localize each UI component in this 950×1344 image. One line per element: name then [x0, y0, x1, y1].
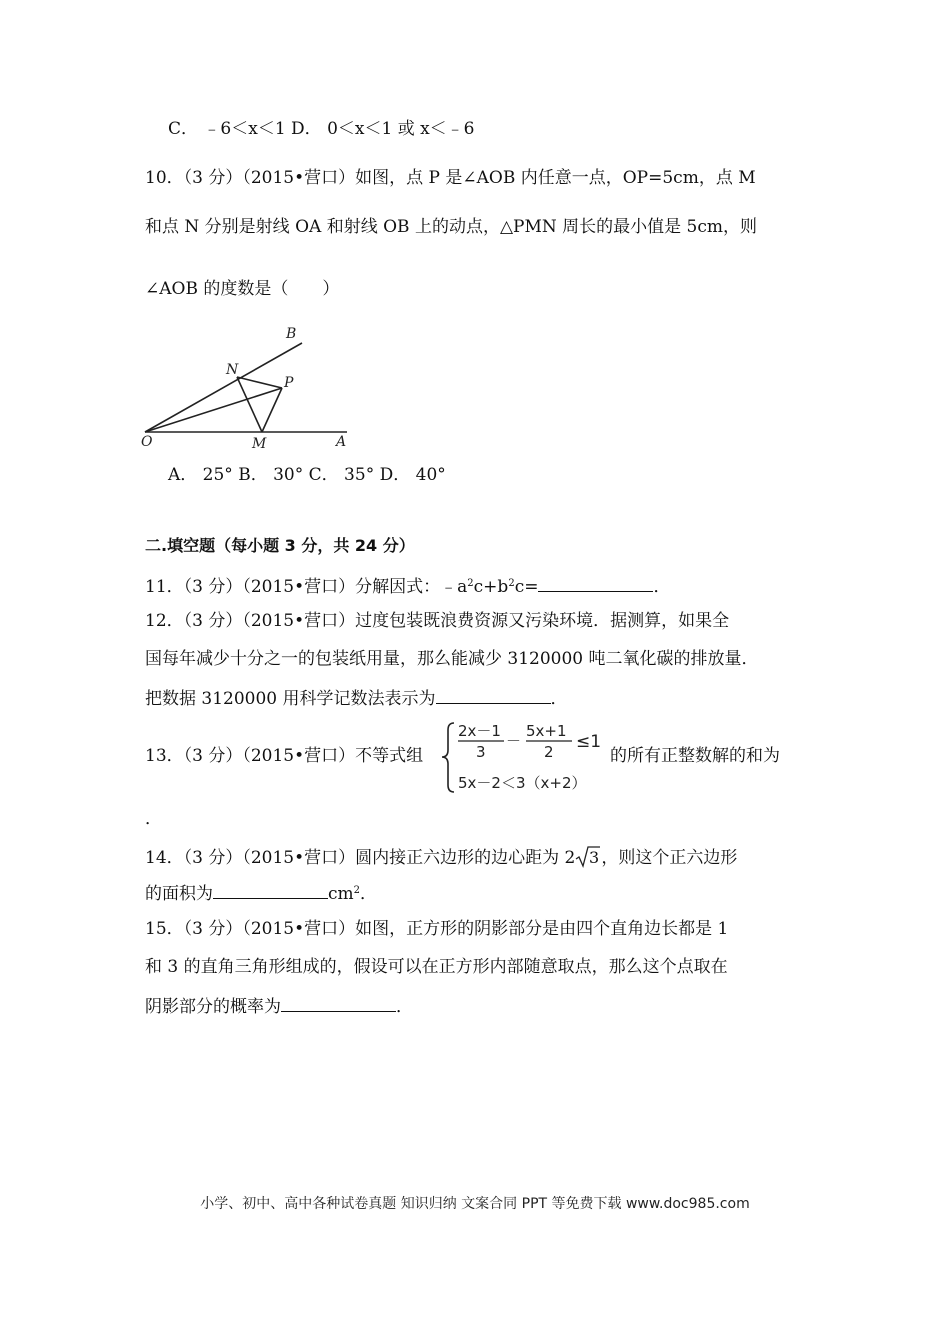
q12-answer-blank[interactable]: [436, 689, 551, 704]
q12-line3: 把数据 3120000 用科学记数法表示为: [145, 689, 436, 709]
label-p: P: [284, 375, 294, 391]
ineq1-rel: ≤1: [576, 732, 602, 752]
segment-pn: [237, 377, 282, 388]
q13-prefix: 13．（3 分）（2015•营口）不等式组: [145, 746, 424, 766]
ineq1-num1: 2x－1: [458, 722, 501, 740]
segment-nm: [237, 377, 262, 432]
q14-line2: [145, 884, 377, 903]
q14-end: ．: [360, 884, 378, 904]
segment-pm: [262, 388, 282, 432]
q15-line1: 15．（3 分）（2015•营口）如图，正方形的阴影部分是由四个直角边长都是 1: [145, 919, 729, 939]
q13-inequality-system: [440, 720, 610, 795]
q11-prefix: 11．（3 分）（2015•营口）分解因式：﹣a: [145, 577, 468, 597]
q11: [145, 577, 670, 596]
q14-prefix: 14．（3 分）（2015•营口）圆内接正六边形的边心距为 2: [145, 848, 576, 868]
q14-unit: cm: [328, 884, 354, 904]
label-n: N: [226, 362, 239, 378]
q10-figure: [140, 320, 360, 455]
q11-mid2: c=: [514, 577, 539, 597]
label-m: M: [252, 436, 267, 452]
q15-line3-wrap: [145, 997, 413, 1016]
q13-suffix: 的所有正整数解的和为: [610, 746, 780, 766]
page-footer: 小学、初中、高中各种试卷真题 知识归纳 文案合同 PPT 等免费下载 www.doc985.com: [200, 1196, 750, 1212]
label-o: O: [141, 434, 153, 450]
segment-op: [145, 388, 282, 432]
q14-answer-blank[interactable]: [213, 884, 328, 899]
ineq1-num2: 5x+1: [526, 722, 567, 740]
left-brace: [442, 723, 454, 792]
q12-end: ．: [550, 689, 568, 709]
q11-end: ．: [653, 577, 671, 597]
q13-line2: ．: [145, 809, 162, 829]
q12-line3-wrap: [145, 689, 568, 708]
q12-line2: 国每年减少十分之一的包装纸用量，那么能减少 3120000 吨二氧化碳的排放量．: [145, 649, 759, 669]
label-b: B: [286, 326, 297, 342]
label-a: A: [336, 434, 347, 450]
ineq2: 5x－2＜3（x+2）: [458, 774, 587, 792]
q10-line1: 10．（3 分）（2015•营口）如图，点 P 是∠AOB 内任意一点，OP=5cm，点 M: [145, 168, 756, 188]
q10-line2: 和点 N 分别是射线 OA 和射线 OB 上的动点，△PMN 周长的最小值是 5cm，则: [145, 217, 757, 237]
q15-end: ．: [396, 997, 413, 1017]
q14-line1: [145, 846, 737, 868]
q11-answer-blank[interactable]: [538, 577, 653, 592]
q14-suffix: ，则这个正六边形: [601, 848, 738, 868]
sqrt-3: [575, 846, 601, 868]
q14-unit-sup: 2: [353, 885, 361, 896]
q9-options-cont: C． ﹣6＜x＜1 D． 0＜x＜1 或 x＜﹣6: [168, 119, 475, 139]
q12-line1: 12．（3 分）（2015•营口）过度包装既浪费资源又污染环境．据测算，如果全: [145, 611, 730, 631]
q10-line3: ∠AOB 的度数是（ ）: [145, 279, 340, 299]
q15-answer-blank[interactable]: [281, 997, 396, 1012]
radicand: 3: [589, 848, 600, 867]
ineq1-den1: 3: [476, 743, 486, 761]
q15-line2: 和 3 的直角三角形组成的，假设可以在正方形内部随意取点，那么这个点取在: [145, 957, 728, 977]
ineq1-den2: 2: [544, 743, 554, 761]
ineq1-minus: －: [506, 732, 522, 750]
q15-line3: 阴影部分的概率为: [145, 997, 281, 1017]
section2-title: 二.填空题（每小题 3 分，共 24 分）: [145, 536, 415, 555]
q10-options: A． 25° B． 30° C． 35° D． 40°: [168, 465, 446, 485]
q11-sup2: 2: [508, 578, 515, 589]
q11-mid1: c+b: [473, 577, 509, 597]
q11-sup1: 2: [467, 578, 474, 589]
q14-line2-prefix: 的面积为: [145, 884, 213, 904]
